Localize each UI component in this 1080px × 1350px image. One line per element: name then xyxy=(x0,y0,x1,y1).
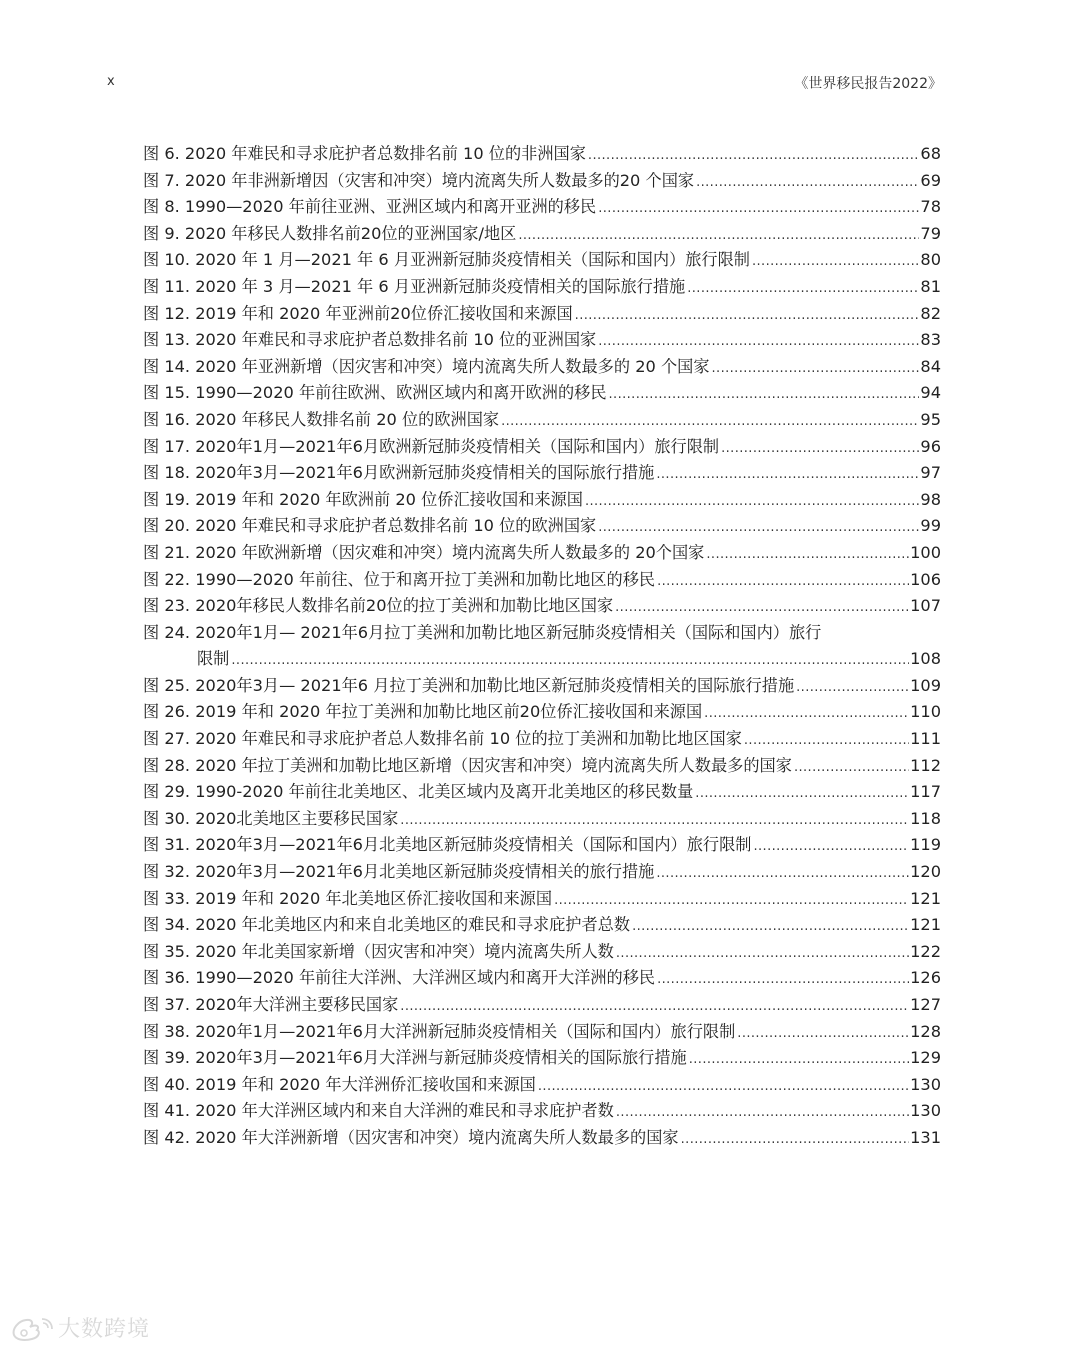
toc-entry[interactable] xyxy=(143,487,941,514)
dot-leader xyxy=(400,806,909,833)
dot-leader xyxy=(501,407,919,434)
toc-entry-label: 图 13. 2020 年难民和寻求庇护者总数排名前 10 位的亚洲国家 xyxy=(143,330,597,350)
toc-entry[interactable] xyxy=(143,939,941,966)
dot-leader xyxy=(609,380,920,407)
toc-entry-label: 图 7. 2020 年非洲新增因（灾害和冲突）境内流离失所人数最多的20 个国家 xyxy=(143,170,695,190)
toc-entry[interactable] xyxy=(143,354,941,381)
toc-entry-label: 图 33. 2019 年和 2020 年北美地区侨汇接收国和来源国 xyxy=(143,888,553,908)
toc-entry-label: 图 25. 2020年3月— 2021年6 月拉丁美洲和加勒比地区新冠肺炎疫情相关的国际旅行措施 xyxy=(143,675,795,695)
toc-entry-page: 108 xyxy=(910,649,941,669)
toc-entry-label: 图 31. 2020年3月—2021年6月北美地区新冠肺炎疫情相关（国际和国内）旅行限制 xyxy=(143,835,752,855)
toc-entry[interactable] xyxy=(143,221,941,248)
toc-entry[interactable] xyxy=(143,832,941,859)
toc-entry-label: 图 41. 2020 年大洋洲区域内和来自大洋洲的难民和寻求庇护者数 xyxy=(143,1101,614,1121)
toc-entry[interactable] xyxy=(143,1098,941,1125)
toc-entry-label: 图 14. 2020 年亚洲新增（因灾害和冲突）境内流离失所人数最多的 20 个国家 xyxy=(143,356,710,376)
dot-leader xyxy=(657,567,909,594)
toc-entry-label: 图 42. 2020 年大洋洲新增（因灾害和冲突）境内流离失所人数最多的国家 xyxy=(143,1127,679,1147)
dot-leader xyxy=(632,912,909,939)
toc-entry-label: 图 21. 2020 年欧洲新增（因灾难和冲突）境内流离失所人数最多的 20个国家 xyxy=(143,542,705,562)
dot-leader xyxy=(598,513,919,540)
toc-entry-label: 图 17. 2020年1月—2021年6月欧洲新冠肺炎疫情相关（国际和国内）旅行限制 xyxy=(143,436,720,456)
toc-entry-page: 82 xyxy=(920,303,941,323)
toc-entry[interactable] xyxy=(143,380,941,407)
toc-entry[interactable] xyxy=(143,1019,941,1046)
toc-entry[interactable] xyxy=(143,992,941,1019)
toc-entry-label: 图 15. 1990—2020 年前往欧洲、欧洲区域内和离开欧洲的移民 xyxy=(143,383,607,403)
toc-entry-page: 96 xyxy=(920,436,941,456)
toc-entry-label: 图 30. 2020北美地区主要移民国家 xyxy=(143,808,399,828)
toc-entry-page: 127 xyxy=(910,995,941,1014)
toc-entry[interactable] xyxy=(143,912,941,939)
toc-entry-page: 79 xyxy=(920,223,941,243)
running-title: 《世界移民报告2022》 xyxy=(794,76,942,92)
toc-entry[interactable] xyxy=(143,965,941,992)
toc-entry-label: 图 37. 2020年大洋洲主要移民国家 xyxy=(143,995,399,1014)
toc-entry[interactable] xyxy=(143,434,941,461)
toc-entry[interactable] xyxy=(143,779,941,806)
toc-entry-label: 图 26. 2019 年和 2020 年拉丁美洲和加勒比地区前20位侨汇接收国和来源国 xyxy=(143,702,703,722)
toc-entry-label: 图 16. 2020 年移民人数排名前 20 位的欧洲国家 xyxy=(143,409,500,429)
toc-entry[interactable] xyxy=(143,806,941,833)
toc-entry-label: 图 24. 2020年1月— 2021年6月拉丁美洲和加勒比地区新冠肺炎疫情相关（国际和国内）旅行 xyxy=(143,622,822,642)
toc-entry-page: 112 xyxy=(910,755,941,775)
dot-leader xyxy=(616,939,909,966)
dot-leader xyxy=(598,327,919,354)
toc-entry-page: 84 xyxy=(920,356,941,376)
dot-leader xyxy=(598,194,919,221)
toc-entry-label: 图 9. 2020 年移民人数排名前20位的亚洲国家/地区 xyxy=(143,223,517,243)
toc-entry-label: 图 11. 2020 年 3 月—2021 年 6 月亚洲新冠肺炎疫情相关的国际旅行措施 xyxy=(143,276,686,296)
toc-entry-page: 111 xyxy=(910,729,941,749)
dot-leader xyxy=(696,168,919,195)
dot-leader xyxy=(518,221,919,248)
toc-entry[interactable] xyxy=(143,141,941,168)
toc-entry-label-continued: 限制 xyxy=(197,649,230,669)
toc-entry[interactable] xyxy=(143,247,941,274)
toc-entry-page: 130 xyxy=(910,1101,941,1121)
dot-leader xyxy=(554,886,909,913)
dot-leader xyxy=(231,646,909,673)
toc-entry-label: 图 39. 2020年3月—2021年6月大洋洲与新冠肺炎疫情相关的国际旅行措施 xyxy=(143,1048,687,1068)
dot-leader xyxy=(588,141,919,168)
watermark xyxy=(10,1312,150,1343)
toc-entry[interactable] xyxy=(143,301,941,328)
dot-leader xyxy=(616,1098,909,1125)
dot-leader xyxy=(744,726,909,753)
dot-leader xyxy=(657,965,909,992)
toc-entry-page: 121 xyxy=(910,915,941,935)
toc-entry-label: 图 6. 2020 年难民和寻求庇护者总数排名前 10 位的非洲国家 xyxy=(143,144,586,163)
toc-entry[interactable] xyxy=(143,859,941,886)
dot-leader xyxy=(796,673,909,700)
toc-entry-label: 图 23. 2020年移民人数排名前20位的拉丁美洲和加勒比地区国家 xyxy=(143,596,614,616)
toc-entry[interactable] xyxy=(143,1045,941,1072)
page-number: x xyxy=(107,74,115,89)
toc-entry-label: 图 19. 2019 年和 2020 年欧洲前 20 位侨汇接收国和来源国 xyxy=(143,489,583,509)
toc-entry[interactable] xyxy=(143,274,941,301)
dot-leader xyxy=(687,274,919,301)
toc-entry-page: 107 xyxy=(910,596,941,616)
toc-entry[interactable] xyxy=(143,407,941,434)
dot-leader xyxy=(615,593,909,620)
toc-entry-page: 83 xyxy=(920,330,941,350)
toc-entry-label: 图 38. 2020年1月—2021年6月大洋洲新冠肺炎疫情相关（国际和国内）旅行限制 xyxy=(143,1021,736,1041)
toc-entry[interactable] xyxy=(143,699,941,726)
toc-entry-page: 129 xyxy=(910,1048,941,1068)
dot-leader xyxy=(538,1072,909,1099)
toc-entry-label: 图 18. 2020年3月—2021年6月欧洲新冠肺炎疫情相关的国际旅行措施 xyxy=(143,463,655,483)
toc-entry-page: 117 xyxy=(910,782,941,802)
toc-entry-page: 94 xyxy=(920,383,941,403)
toc-entry-label: 图 32. 2020年3月—2021年6月北美地区新冠肺炎疫情相关的旅行措施 xyxy=(143,862,655,882)
toc-entry-page: 78 xyxy=(920,197,941,217)
toc-entry[interactable] xyxy=(143,460,941,487)
toc-entry-page: 131 xyxy=(910,1127,941,1147)
toc-entry[interactable] xyxy=(143,540,941,567)
dot-leader xyxy=(575,301,920,328)
toc-entry-label: 图 10. 2020 年 1 月—2021 年 6 月亚洲新冠肺炎疫情相关（国际和国内）旅行限制 xyxy=(143,250,750,270)
toc-entry-label: 图 29. 1990-2020 年前往北美地区、北美区域内及离开北美地区的移民数量 xyxy=(143,782,694,802)
toc-entry-label: 图 35. 2020 年北美国家新增（因灾害和冲突）境内流离失所人数 xyxy=(143,941,614,961)
toc-entry[interactable] xyxy=(143,673,941,700)
toc-entry[interactable] xyxy=(143,593,941,620)
dot-leader xyxy=(681,1125,909,1152)
toc-entry-page: 126 xyxy=(910,968,941,988)
toc-entry-page: 100 xyxy=(910,542,941,562)
toc-entry-label: 图 8. 1990—2020 年前往亚洲、亚洲区域内和离开亚洲的移民 xyxy=(143,197,597,217)
toc-entry[interactable] xyxy=(143,753,941,780)
toc-entry-page: 128 xyxy=(910,1021,941,1041)
dot-leader xyxy=(656,859,909,886)
toc-entry-page: 106 xyxy=(910,569,941,589)
toc-entry-label: 图 27. 2020 年难民和寻求庇护者总人数排名前 10 位的拉丁美洲和加勒比地区国家 xyxy=(143,729,742,749)
toc-entry-page: 109 xyxy=(910,675,941,695)
dot-leader xyxy=(689,1045,909,1072)
dot-leader xyxy=(721,434,919,461)
dot-leader xyxy=(753,832,909,859)
toc-entry-page: 97 xyxy=(920,463,941,483)
dot-leader xyxy=(752,247,919,274)
toc-entry-page: 81 xyxy=(920,276,941,296)
toc-entry-page: 98 xyxy=(920,489,941,509)
toc-entry-page: 130 xyxy=(910,1074,941,1094)
toc-entry[interactable] xyxy=(143,620,941,673)
toc-entry[interactable] xyxy=(143,1125,941,1152)
toc-entry-page: 68 xyxy=(920,144,941,163)
toc-entry-page: 119 xyxy=(910,835,941,855)
toc-entry-label: 图 40. 2019 年和 2020 年大洋洲侨汇接收国和来源国 xyxy=(143,1074,536,1094)
toc-entry[interactable] xyxy=(143,1072,941,1099)
dot-leader xyxy=(585,487,919,514)
dot-leader xyxy=(794,753,909,780)
toc-entry-label: 图 20. 2020 年难民和寻求庇护者总数排名前 10 位的欧洲国家 xyxy=(143,516,597,536)
toc-entry-page: 118 xyxy=(910,808,941,828)
toc-entry-label: 图 28. 2020 年拉丁美洲和加勒比地区新增（因灾害和冲突）境内流离失所人数最多的国家 xyxy=(143,755,792,775)
weibo-logo-icon xyxy=(10,1315,54,1341)
dot-leader xyxy=(706,540,909,567)
toc-entry-page: 99 xyxy=(920,516,941,536)
toc-entry-page: 110 xyxy=(910,702,941,722)
toc-entry-page: 69 xyxy=(920,170,941,190)
dot-leader xyxy=(704,699,909,726)
toc-entry-page: 120 xyxy=(910,862,941,882)
toc-entry-label: 图 36. 1990—2020 年前往大洋洲、大洋洲区域内和离开大洋洲的移民 xyxy=(143,968,656,988)
toc-entry-label: 图 34. 2020 年北美地区内和来自北美地区的难民和寻求庇护者总数 xyxy=(143,915,631,935)
toc-entry-page: 80 xyxy=(920,250,941,270)
watermark-text: 大数跨境 xyxy=(58,1317,151,1342)
toc-entry[interactable] xyxy=(143,513,941,540)
dot-leader xyxy=(656,460,919,487)
dot-leader xyxy=(712,354,920,381)
dot-leader xyxy=(400,992,909,1019)
toc-entry-page: 121 xyxy=(910,888,941,908)
toc-entry[interactable] xyxy=(143,567,941,594)
figure-list xyxy=(143,141,941,1152)
toc-entry[interactable] xyxy=(143,886,941,913)
toc-entry[interactable] xyxy=(143,726,941,753)
toc-entry-label: 图 22. 1990—2020 年前往、位于和离开拉丁美洲和加勒比地区的移民 xyxy=(143,569,656,589)
toc-entry[interactable] xyxy=(143,327,941,354)
toc-entry[interactable] xyxy=(143,194,941,221)
toc-entry[interactable] xyxy=(143,168,941,195)
toc-entry-label: 图 12. 2019 年和 2020 年亚洲前20位侨汇接收国和来源国 xyxy=(143,303,573,323)
dot-leader xyxy=(737,1019,909,1046)
toc-entry-page: 122 xyxy=(910,941,941,961)
dot-leader xyxy=(695,779,909,806)
toc-entry-page: 95 xyxy=(920,409,941,429)
